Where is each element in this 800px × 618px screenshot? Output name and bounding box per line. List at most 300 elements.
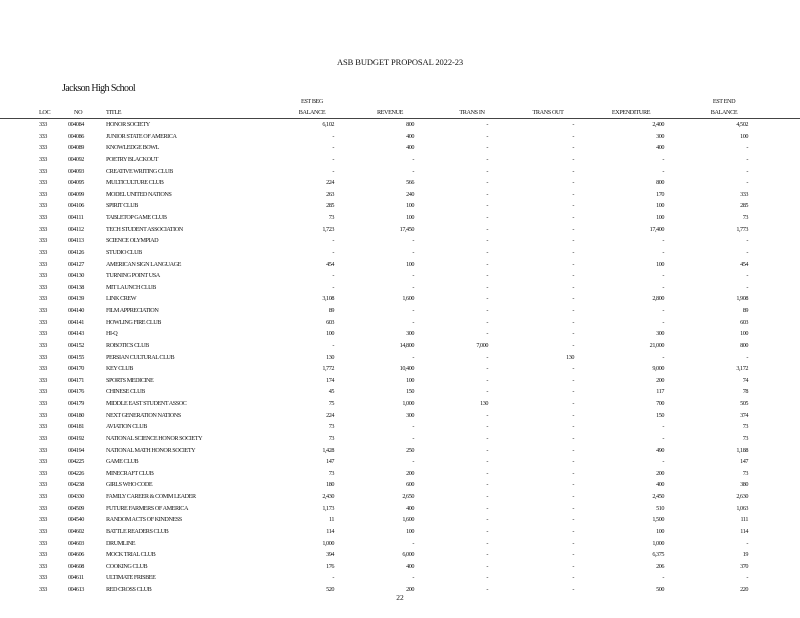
cell-expenditure: - xyxy=(662,237,664,245)
cell-trans-in: - xyxy=(486,365,488,373)
cell-end-balance: 73 xyxy=(742,434,748,442)
cell-revenue: - xyxy=(412,574,414,582)
cell-account-no: 004126 xyxy=(68,248,84,256)
cell-trans-in: - xyxy=(486,225,488,233)
cell-revenue: 300 xyxy=(406,411,414,419)
cell-expenditure: 400 xyxy=(656,144,664,152)
cell-beg-balance: 100 xyxy=(326,330,334,338)
cell-trans-out: - xyxy=(572,318,574,326)
cell-title: HOWLING FIRE CLUB xyxy=(106,318,161,326)
cell-trans-in: - xyxy=(486,144,488,152)
cell-account-no: 004112 xyxy=(68,225,84,233)
cell-expenditure: 510 xyxy=(656,504,664,512)
cell-trans-in: - xyxy=(486,132,488,140)
cell-account-no: 004155 xyxy=(68,353,84,361)
cell-expenditure: 17,400 xyxy=(649,225,664,233)
cell-expenditure: 1,500 xyxy=(652,516,664,524)
cell-beg-balance: - xyxy=(332,132,334,140)
cell-revenue: 100 xyxy=(406,527,414,535)
cell-account-no: 004095 xyxy=(68,179,84,187)
cell-expenditure: - xyxy=(662,283,664,291)
cell-expenditure: - xyxy=(662,272,664,280)
cell-trans-out: - xyxy=(572,469,574,477)
table-row xyxy=(0,433,800,445)
table-row xyxy=(0,445,800,457)
cell-end-balance: 374 xyxy=(740,411,748,419)
cell-revenue: 250 xyxy=(406,446,414,454)
cell-trans-in: - xyxy=(486,539,488,547)
cell-end-balance: 73 xyxy=(742,214,748,221)
cell-account-no: 004194 xyxy=(68,446,84,454)
cell-title: SPIRIT CLUB xyxy=(106,202,138,210)
header-loc: LOC xyxy=(39,109,51,116)
cell-trans-in: - xyxy=(486,434,488,442)
cell-beg-balance: 520 xyxy=(326,586,334,593)
cell-loc: 333 xyxy=(39,400,47,407)
cell-trans-out: - xyxy=(572,388,574,396)
cell-trans-in: - xyxy=(486,423,488,431)
cell-loc: 333 xyxy=(39,527,47,535)
cell-title: GIRLS WHO CODE xyxy=(106,481,153,489)
cell-loc: 333 xyxy=(39,121,47,128)
cell-trans-in: - xyxy=(486,411,488,419)
table-row xyxy=(0,398,800,410)
cell-trans-out: - xyxy=(572,167,574,175)
header-trans-out: TRANS OUT xyxy=(532,109,564,116)
cell-title: MULTICULTURE CLUB xyxy=(106,179,164,187)
cell-title: COOKING CLUB xyxy=(106,562,148,570)
header-expenditure: EXPENDITURE xyxy=(611,109,651,116)
cell-beg-balance: - xyxy=(332,155,334,163)
cell-trans-in: - xyxy=(486,190,488,198)
cell-trans-in: - xyxy=(486,493,488,500)
cell-title: CHINESE CLUB xyxy=(106,388,145,396)
cell-loc: 333 xyxy=(39,144,47,152)
cell-loc: 333 xyxy=(39,295,47,303)
table-row xyxy=(0,224,800,236)
cell-trans-in: - xyxy=(486,295,488,303)
cell-loc: 333 xyxy=(39,260,47,268)
table-row xyxy=(0,561,800,573)
cell-trans-out: - xyxy=(572,248,574,256)
cell-trans-in: - xyxy=(486,155,488,163)
cell-title: PERSIAN CULTURAL CLUB xyxy=(106,353,175,361)
cell-beg-balance: 224 xyxy=(326,411,334,419)
cell-account-no: 004111 xyxy=(68,214,84,221)
cell-trans-in: - xyxy=(486,260,488,268)
cell-trans-out: - xyxy=(572,446,574,454)
table-row xyxy=(0,514,800,526)
cell-title: BATTLE READERS CLUB xyxy=(106,527,169,535)
cell-beg-balance: 6,102 xyxy=(322,121,334,128)
cell-end-balance: 800 xyxy=(740,341,748,349)
cell-beg-balance: 3,108 xyxy=(322,295,334,303)
cell-revenue: - xyxy=(412,272,414,280)
cell-trans-out: - xyxy=(572,225,574,233)
cell-revenue: 240 xyxy=(406,190,414,198)
page-number: 22 xyxy=(396,593,404,602)
cell-expenditure: 6,375 xyxy=(652,551,664,559)
cell-account-no: 004170 xyxy=(68,365,84,373)
cell-trans-out: - xyxy=(572,272,574,280)
cell-title: DRUMLINE xyxy=(106,539,136,547)
cell-trans-in: - xyxy=(486,353,488,361)
cell-beg-balance: 176 xyxy=(326,562,334,570)
cell-end-balance: - xyxy=(746,248,748,256)
cell-loc: 333 xyxy=(39,179,47,187)
cell-loc: 333 xyxy=(39,225,47,233)
cell-loc: 333 xyxy=(39,458,47,466)
cell-loc: 333 xyxy=(39,190,47,198)
cell-trans-in: - xyxy=(486,283,488,291)
cell-loc: 333 xyxy=(39,434,47,442)
cell-beg-balance: 130 xyxy=(326,353,334,361)
cell-beg-balance: 263 xyxy=(326,190,334,198)
cell-trans-in: - xyxy=(486,446,488,454)
cell-trans-in: 7,000 xyxy=(476,341,488,349)
cell-end-balance: 1,188 xyxy=(736,446,748,454)
cell-trans-in: - xyxy=(486,248,488,256)
cell-trans-out: - xyxy=(572,400,574,407)
table-row xyxy=(0,317,800,329)
cell-trans-out: - xyxy=(572,237,574,245)
cell-account-no: 004113 xyxy=(68,237,84,245)
cell-end-balance: 454 xyxy=(740,260,748,268)
cell-trans-in: - xyxy=(486,376,488,384)
cell-title: JUNIOR STATE OF AMERICA xyxy=(106,132,177,140)
cell-trans-in: - xyxy=(486,318,488,326)
cell-revenue: 100 xyxy=(406,214,414,221)
table-row xyxy=(0,572,800,584)
cell-beg-balance: 394 xyxy=(326,551,334,559)
table-row xyxy=(0,549,800,561)
cell-trans-out: - xyxy=(572,458,574,466)
cell-expenditure: 2,800 xyxy=(652,295,664,303)
cell-account-no: 004509 xyxy=(68,504,84,512)
cell-account-no: 004140 xyxy=(68,307,84,314)
cell-expenditure: 200 xyxy=(656,469,664,477)
cell-end-balance: 114 xyxy=(740,527,748,535)
table-row xyxy=(0,468,800,480)
cell-revenue: 200 xyxy=(406,586,414,593)
cell-trans-out: - xyxy=(572,574,574,582)
cell-loc: 333 xyxy=(39,376,47,384)
cell-loc: 333 xyxy=(39,562,47,570)
cell-revenue: 6,000 xyxy=(402,551,414,559)
cell-title: AVIATION CLUB xyxy=(106,423,147,431)
cell-title: KEY CLUB xyxy=(106,365,133,373)
cell-beg-balance: 73 xyxy=(328,214,334,221)
cell-expenditure: 200 xyxy=(656,376,664,384)
cell-end-balance: - xyxy=(746,574,748,582)
table-row xyxy=(0,538,800,550)
cell-expenditure: 100 xyxy=(656,260,664,268)
cell-end-balance: 74 xyxy=(742,376,748,384)
cell-expenditure: 700 xyxy=(656,400,664,407)
cell-expenditure: 300 xyxy=(656,330,664,338)
cell-account-no: 004192 xyxy=(68,434,84,442)
cell-expenditure: 2,400 xyxy=(652,121,664,128)
table-row xyxy=(0,293,800,305)
cell-end-balance: - xyxy=(746,144,748,152)
cell-expenditure: 490 xyxy=(656,446,664,454)
cell-trans-out: - xyxy=(572,562,574,570)
cell-account-no: 004143 xyxy=(68,330,84,338)
cell-beg-balance: 180 xyxy=(326,481,334,489)
cell-expenditure: 150 xyxy=(656,411,664,419)
cell-beg-balance: 75 xyxy=(328,400,334,407)
cell-end-balance: 370 xyxy=(740,562,748,570)
cell-beg-balance: 1,772 xyxy=(322,365,334,373)
cell-trans-out: 130 xyxy=(566,353,574,361)
cell-title: NEXT GENERATION NATIONS xyxy=(106,411,181,419)
cell-title: HONOR SOCIETY xyxy=(106,121,150,128)
cell-title: TECH STUDENT ASSOCIATION xyxy=(106,225,183,233)
table-row xyxy=(0,154,800,166)
cell-expenditure: - xyxy=(662,307,664,314)
cell-trans-out: - xyxy=(572,260,574,268)
cell-revenue: - xyxy=(412,539,414,547)
cell-revenue: 10,400 xyxy=(399,365,414,373)
cell-trans-in: - xyxy=(486,504,488,512)
cell-revenue: 400 xyxy=(406,132,414,140)
cell-account-no: 004084 xyxy=(68,121,84,128)
cell-account-no: 004180 xyxy=(68,411,84,419)
cell-expenditure: 1,000 xyxy=(652,539,664,547)
cell-loc: 333 xyxy=(39,423,47,431)
cell-revenue: 1,600 xyxy=(402,516,414,524)
cell-trans-in: - xyxy=(486,481,488,489)
cell-trans-in: - xyxy=(486,214,488,221)
cell-trans-out: - xyxy=(572,283,574,291)
cell-expenditure: - xyxy=(662,423,664,431)
cell-beg-balance: 73 xyxy=(328,434,334,442)
cell-loc: 333 xyxy=(39,539,47,547)
cell-beg-balance: - xyxy=(332,283,334,291)
cell-loc: 333 xyxy=(39,551,47,559)
cell-account-no: 004608 xyxy=(68,562,84,570)
table-row xyxy=(0,119,800,131)
cell-revenue: - xyxy=(412,307,414,314)
cell-end-balance: - xyxy=(746,237,748,245)
header-end-balance-line1: EST END xyxy=(712,98,736,105)
cell-account-no: 004089 xyxy=(68,144,84,152)
cell-trans-out: - xyxy=(572,202,574,210)
cell-expenditure: - xyxy=(662,353,664,361)
cell-beg-balance: 2,430 xyxy=(322,493,334,500)
header-no: NO xyxy=(74,109,83,116)
cell-loc: 333 xyxy=(39,318,47,326)
table-header xyxy=(0,96,800,119)
cell-account-no: 004139 xyxy=(68,295,84,303)
cell-end-balance: 1,773 xyxy=(736,225,748,233)
cell-loc: 333 xyxy=(39,504,47,512)
cell-trans-out: - xyxy=(572,144,574,152)
cell-title: SCIENCE OLYMPIAD xyxy=(106,237,159,245)
cell-end-balance: 333 xyxy=(740,190,748,198)
cell-account-no: 004130 xyxy=(68,272,84,280)
cell-beg-balance: 89 xyxy=(328,307,334,314)
cell-trans-out: - xyxy=(572,295,574,303)
header-revenue: REVENUE xyxy=(376,109,404,116)
cell-revenue: 300 xyxy=(406,330,414,338)
header-title: TITLE xyxy=(106,109,122,116)
cell-trans-out: - xyxy=(572,190,574,198)
cell-trans-out: - xyxy=(572,155,574,163)
cell-beg-balance: 45 xyxy=(328,388,334,396)
cell-trans-in: 130 xyxy=(480,400,488,407)
cell-title: FUTURE FARMERS OF AMERICA xyxy=(106,504,188,512)
table-row xyxy=(0,491,800,503)
cell-beg-balance: 603 xyxy=(326,318,334,326)
cell-beg-balance: - xyxy=(332,341,334,349)
cell-expenditure: 500 xyxy=(656,586,664,593)
cell-loc: 333 xyxy=(39,586,47,593)
cell-revenue: 400 xyxy=(406,144,414,152)
cell-loc: 333 xyxy=(39,167,47,175)
table-row xyxy=(0,259,800,271)
cell-trans-in: - xyxy=(486,551,488,559)
cell-title: MODEL UNITED NATIONS xyxy=(106,190,172,198)
report-title: ASB BUDGET PROPOSAL 2022-23 xyxy=(337,57,463,67)
cell-loc: 333 xyxy=(39,283,47,291)
cell-title: FAMILY CAREER & COMM LEADER xyxy=(106,493,196,500)
table-row xyxy=(0,131,800,143)
table-row xyxy=(0,421,800,433)
cell-end-balance: 220 xyxy=(740,586,748,593)
cell-beg-balance: - xyxy=(332,167,334,175)
cell-account-no: 004176 xyxy=(68,388,84,396)
cell-beg-balance: 1,000 xyxy=(322,539,334,547)
cell-expenditure: 100 xyxy=(656,214,664,221)
cell-account-no: 004171 xyxy=(68,376,84,384)
cell-loc: 333 xyxy=(39,237,47,245)
cell-loc: 333 xyxy=(39,365,47,373)
cell-end-balance: 1,063 xyxy=(736,504,748,512)
table-row xyxy=(0,189,800,201)
cell-trans-out: - xyxy=(572,586,574,593)
cell-end-balance: - xyxy=(746,539,748,547)
cell-revenue: - xyxy=(412,248,414,256)
cell-end-balance: - xyxy=(746,283,748,291)
cell-expenditure: - xyxy=(662,167,664,175)
cell-end-balance: 505 xyxy=(740,400,748,407)
cell-revenue: 14,800 xyxy=(399,341,414,349)
cell-expenditure: 300 xyxy=(656,132,664,140)
cell-expenditure: - xyxy=(662,318,664,326)
cell-loc: 333 xyxy=(39,248,47,256)
cell-account-no: 004225 xyxy=(68,458,84,466)
cell-account-no: 004181 xyxy=(68,423,84,431)
cell-trans-out: - xyxy=(572,481,574,489)
cell-account-no: 004092 xyxy=(68,155,84,163)
cell-beg-balance: 174 xyxy=(326,376,334,384)
cell-end-balance: 3,172 xyxy=(736,365,748,373)
cell-trans-out: - xyxy=(572,214,574,221)
cell-title: POETRY BLACKOUT xyxy=(106,155,158,163)
cell-loc: 333 xyxy=(39,446,47,454)
table-row xyxy=(0,386,800,398)
cell-trans-out: - xyxy=(572,423,574,431)
cell-title: RANDOM ACTS OF KINDNESS xyxy=(106,516,182,524)
cell-account-no: 004093 xyxy=(68,167,84,175)
cell-title: MINECRAFT CLUB xyxy=(106,469,154,477)
cell-revenue: 17,450 xyxy=(399,225,414,233)
cell-trans-in: - xyxy=(486,179,488,187)
cell-loc: 333 xyxy=(39,493,47,500)
cell-trans-out: - xyxy=(572,179,574,187)
cell-expenditure: - xyxy=(662,248,664,256)
cell-account-no: 004603 xyxy=(68,539,84,547)
table-row xyxy=(0,282,800,294)
cell-loc: 333 xyxy=(39,574,47,582)
cell-account-no: 004613 xyxy=(68,586,84,593)
cell-end-balance: 100 xyxy=(740,132,748,140)
cell-end-balance: 100 xyxy=(740,330,748,338)
table-row xyxy=(0,247,800,259)
cell-title: TURNING POINT USA xyxy=(106,272,160,280)
cell-trans-in: - xyxy=(486,202,488,210)
cell-revenue: - xyxy=(412,458,414,466)
cell-loc: 333 xyxy=(39,469,47,477)
table-row xyxy=(0,142,800,154)
cell-trans-out: - xyxy=(572,551,574,559)
cell-account-no: 004606 xyxy=(68,551,84,559)
cell-trans-out: - xyxy=(572,539,574,547)
cell-trans-in: - xyxy=(486,527,488,535)
table-row xyxy=(0,456,800,468)
table-row xyxy=(0,363,800,375)
cell-revenue: - xyxy=(412,167,414,175)
cell-revenue: 150 xyxy=(406,388,414,396)
cell-loc: 333 xyxy=(39,388,47,396)
cell-trans-out: - xyxy=(572,434,574,442)
cell-title: CREATIVE WRITING CLUB xyxy=(106,167,173,175)
cell-beg-balance: 73 xyxy=(328,469,334,477)
cell-title: MIDDLE EAST STUDENT ASSOC xyxy=(106,400,187,407)
budget-table-body xyxy=(0,119,800,596)
cell-title: STUDIO CLUB xyxy=(106,248,142,256)
cell-expenditure: 800 xyxy=(656,179,664,187)
cell-trans-out: - xyxy=(572,493,574,500)
cell-end-balance: 380 xyxy=(740,481,748,489)
cell-loc: 333 xyxy=(39,132,47,140)
cell-end-balance: 285 xyxy=(740,202,748,210)
cell-revenue: - xyxy=(412,155,414,163)
cell-trans-in: - xyxy=(486,469,488,477)
cell-loc: 333 xyxy=(39,516,47,524)
cell-beg-balance: 224 xyxy=(326,179,334,187)
cell-title: SPORTS MEDICINE xyxy=(106,376,154,384)
cell-revenue: - xyxy=(412,237,414,245)
table-row xyxy=(0,200,800,212)
cell-trans-out: - xyxy=(572,307,574,314)
cell-beg-balance: 114 xyxy=(326,527,334,535)
cell-revenue: 400 xyxy=(406,504,414,512)
cell-revenue: 100 xyxy=(406,260,414,268)
cell-beg-balance: - xyxy=(332,248,334,256)
cell-beg-balance: - xyxy=(332,237,334,245)
cell-expenditure: 206 xyxy=(656,562,664,570)
cell-revenue: - xyxy=(412,423,414,431)
cell-end-balance: - xyxy=(746,179,748,187)
cell-trans-in: - xyxy=(486,167,488,175)
cell-end-balance: - xyxy=(746,353,748,361)
cell-beg-balance: 285 xyxy=(326,202,334,210)
cell-trans-in: - xyxy=(486,272,488,280)
cell-revenue: - xyxy=(412,283,414,291)
cell-loc: 333 xyxy=(39,341,47,349)
